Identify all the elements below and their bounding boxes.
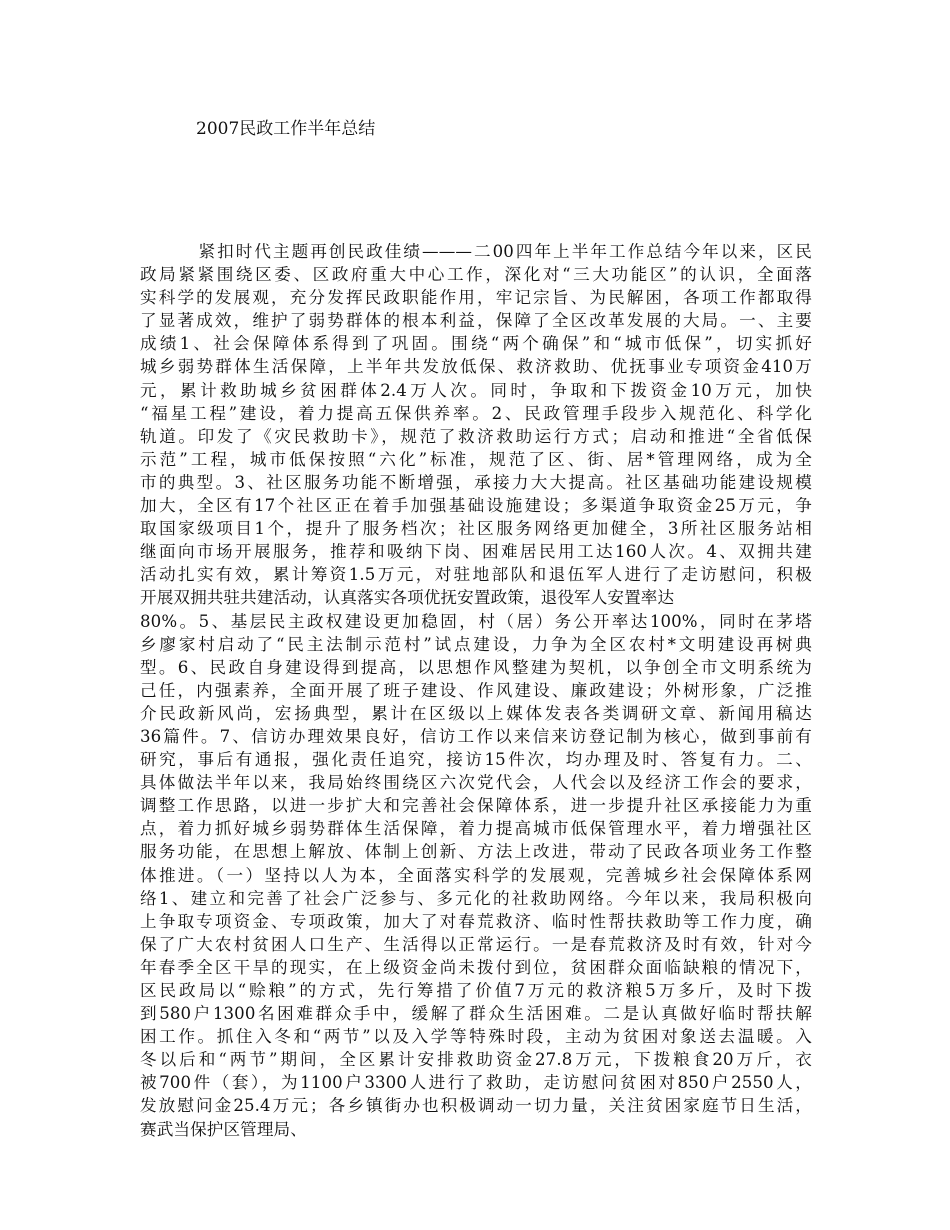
body-line: 型。6、民政自身建设得到提高，以思想作风整建为契机，以争创全市文明系统为 <box>140 657 812 677</box>
body-line: 80%。5、基层民主政权建设更加稳固，村（居）务公开率达100%，同时在茅塔 <box>140 611 812 631</box>
body-line: 赛武当保护区管理局、 <box>140 1119 307 1139</box>
body-line: 络1、建立和完善了社会广泛参与、多元化的社救助网络。今年以来，我局积极向 <box>140 888 812 908</box>
body-line: 保了广大农村贫困人口生产、生活得以正常运行。一是春荒救济及时有效，针对今 <box>140 934 812 954</box>
body-line: 活动扎实有效，累计筹资1.5万元，对驻地部队和退伍军人进行了走访慰问，积极 <box>140 565 812 585</box>
body-line: 乡廖家村启动了“民主法制示范村”试点建设，力争为全区农村*文明建设再树典 <box>140 634 812 654</box>
body-line: 轨道。印发了《灾民救助卡》，规范了救济救助运行方式；启动和推进“全省低保 <box>140 426 812 446</box>
body-line: 继面向市场开展服务，推荐和吸纳下岗、困难居民用工达160人次。4、双拥共建 <box>140 542 812 562</box>
body-line: 了显著成效，维护了弱势群体的根本利益，保障了全区改革发展的大局。一、主要 <box>140 311 812 331</box>
body-line: “福星工程”建设，着力提高五保供养率。2、民政管理手段步入规范化、科学化 <box>140 403 812 423</box>
document-title: 2007民政工作半年总结 <box>196 119 376 139</box>
body-line: 示范”工程，城市低保按照“六化”标准，规范了区、街、居*管理网络，成为全 <box>140 449 812 469</box>
body-line: 困工作。抓住入冬和“两节”以及入学等特殊时段，主动为贫困对象送去温暖。入 <box>140 1027 812 1047</box>
body-line: 研究，事后有通报，强化责任追究，接访15件次，均办理及时、答复有力。二、 <box>140 750 812 770</box>
body-line: 上争取专项资金、专项政策，加大了对春荒救济、临时性帮扶救助等工作力度，确 <box>140 911 812 931</box>
body-line: 己任，内强素养，全面开展了班子建设、作风建设、廉政建设；外树形象，广泛推 <box>140 680 812 700</box>
body-line: 加大，全区有17个社区正在着手加强基础设施建设；多渠道争取资金25万元，争 <box>140 496 812 516</box>
body-line: 年春季全区干旱的现实，在上级资金尚未拨付到位，贫困群众面临缺粮的情况下， <box>140 957 812 977</box>
body-line: 被700件（套），为1100户3300人进行了救助，走访慰问贫困对850户2550人， <box>140 1073 812 1093</box>
body-line: 冬以后和“两节”期间，全区累计安排救助资金27.8万元，下拨粮食20万斤，衣 <box>140 1050 812 1070</box>
document-body <box>140 240 812 1141</box>
body-line: 发放慰问金25.4万元；各乡镇街办也积极调动一切力量，关注贫困家庭节日生活， <box>140 1096 812 1116</box>
body-line: 调整工作思路，以进一步扩大和完善社会保障体系，进一步提升社区承接能力为重 <box>140 796 812 816</box>
body-line: 元，累计救助城乡贫困群体2.4万人次。同时，争取和下拨资金10万元，加快 <box>140 380 812 400</box>
body-line: 市的典型。3、社区服务功能不断增强，承接力大大提高。社区基础功能建设规模 <box>140 472 812 492</box>
body-line: 具体做法半年以来，我局始终围绕区六次党代会，人代会以及经济工作会的要求， <box>140 773 812 793</box>
body-line: 取国家级项目1个，提升了服务档次；社区服务网络更加健全，3所社区服务站相 <box>140 519 812 539</box>
body-line: 实科学的发展观，充分发挥民政职能作用，牢记宗旨、为民解困，各项工作都取得 <box>140 288 812 308</box>
body-line: 点，着力抓好城乡弱势群体生活保障，着力提高城市低保管理水平，着力增强社区 <box>140 819 812 839</box>
body-line: 体推进。（一）坚持以人为本，全面落实科学的发展观，完善城乡社会保障体系网 <box>140 865 812 885</box>
body-line: 紧扣时代主题再创民政佳绩———二00四年上半年工作总结今年以来，区民 <box>140 242 812 261</box>
body-line: 成绩1、社会保障体系得到了巩固。围绕“两个确保”和“城市低保”，切实抓好 <box>140 334 812 354</box>
body-line: 服务功能，在思想上解放、体制上创新、方法上改进，带动了民政各项业务工作整 <box>140 842 812 862</box>
body-line: 开展双拥共驻共建活动，认真落实各项优抚安置政策，退役军人安置率达 <box>140 588 675 608</box>
body-line: 36篇件。7、信访办理效果良好，信访工作以来信来访登记制为核心，做到事前有 <box>140 726 812 746</box>
body-line: 城乡弱势群体生活保障，上半年共发放低保、救济救助、优抚事业专项资金410万 <box>140 357 812 377</box>
body-line: 区民政局以“赊粮”的方式，先行筹措了价值7万元的救济粮5万多斤，及时下拨 <box>140 981 812 1000</box>
body-line: 介民政新风尚，宏扬典型，累计在区级以上媒体发表各类调研文章、新闻用稿达 <box>140 703 812 723</box>
body-line: 政局紧紧围绕区委、区政府重大中心工作，深化对“三大功能区”的认识，全面落 <box>140 265 812 285</box>
body-line: 到580户1300名困难群众手中，缓解了群众生活困难。二是认真做好临时帮扶解 <box>140 1004 812 1024</box>
